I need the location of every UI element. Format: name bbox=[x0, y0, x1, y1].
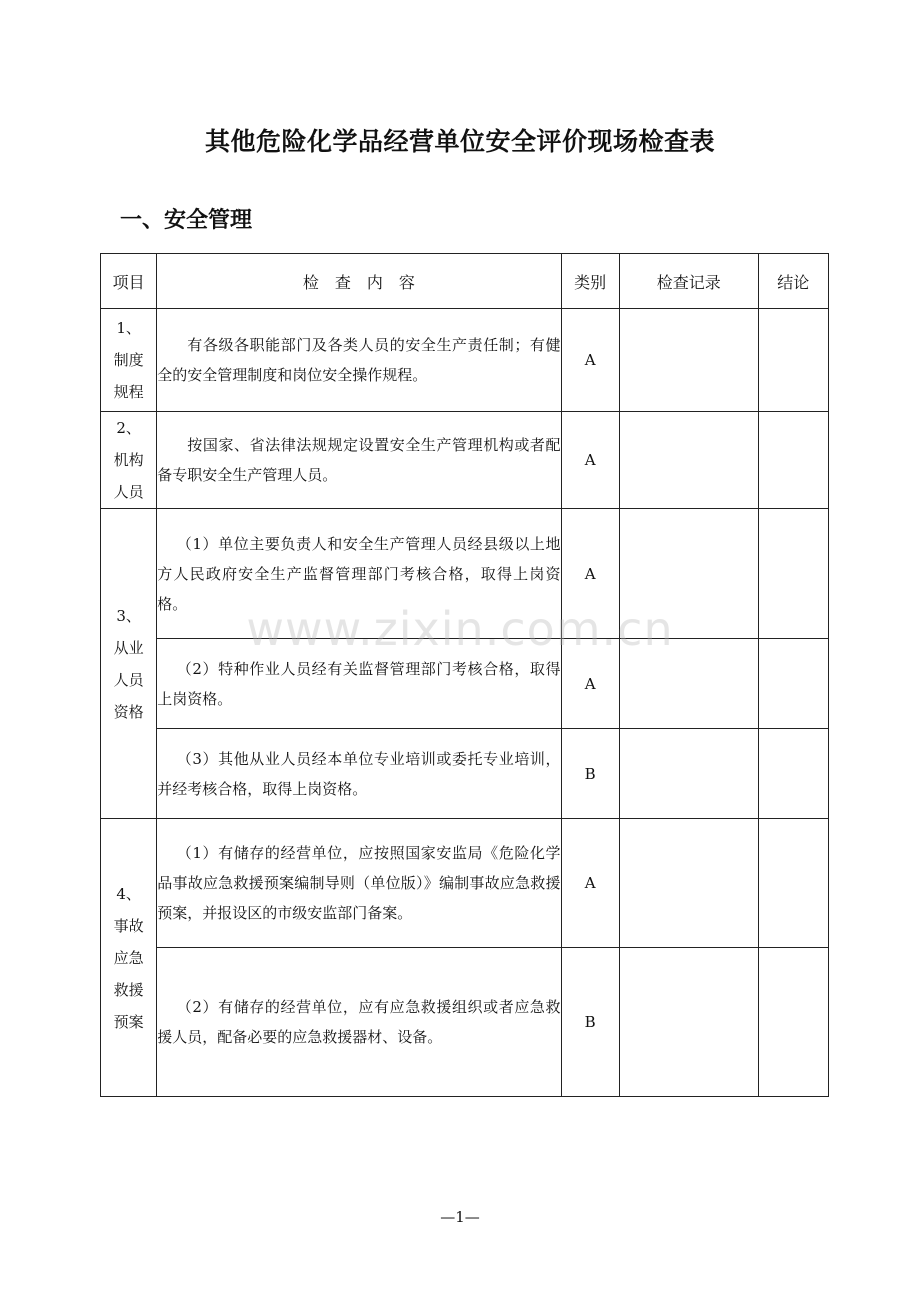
record-cell bbox=[619, 309, 758, 412]
item-label-line: 制度 bbox=[113, 351, 144, 369]
table-header-row bbox=[101, 254, 829, 309]
item-label-line: 人员 bbox=[113, 670, 144, 689]
content-cell bbox=[157, 412, 561, 509]
table-row bbox=[101, 509, 829, 639]
item-label-line: 事故 bbox=[113, 916, 144, 935]
content-text: 有各级各职能部门及各类人员的安全生产责任制；有健全的安全管理制度和岗位安全操作规程。 bbox=[157, 336, 561, 384]
category-cell: B bbox=[561, 948, 619, 1097]
section-heading: 一、安全管理 bbox=[120, 208, 253, 233]
header-category: 类别 bbox=[561, 254, 619, 309]
category-cell: A bbox=[561, 639, 619, 729]
content-cell bbox=[157, 309, 561, 412]
record-cell bbox=[619, 639, 758, 729]
item-cell bbox=[101, 309, 157, 412]
item-label-line: 从业 bbox=[113, 638, 144, 657]
content-cell bbox=[157, 729, 561, 819]
header-content: 检 查 内 容 bbox=[157, 254, 561, 309]
category-cell: A bbox=[561, 819, 619, 948]
table-row bbox=[101, 412, 829, 509]
document-title: 其他危险化学品经营单位安全评价现场检查表 bbox=[204, 127, 715, 156]
content-text: （1）单位主要负责人和安全生产管理人员经县级以上地方人民政府安全生产监督管理部门考核合格，取得上岗资格。 bbox=[157, 534, 561, 613]
item-cell bbox=[101, 509, 157, 819]
item-label-line: 人员 bbox=[113, 483, 144, 501]
result-cell bbox=[758, 509, 828, 639]
content-text: （3）其他从业人员经本单位专业培训或委托专业培训，并经考核合格，取得上岗资格。 bbox=[157, 749, 561, 798]
item-cell bbox=[101, 819, 157, 1097]
item-label-line: 1、 bbox=[116, 319, 141, 337]
item-label-line: 资格 bbox=[113, 702, 144, 721]
item-label-line: 机构 bbox=[113, 451, 144, 469]
record-cell bbox=[619, 948, 758, 1097]
table-row bbox=[101, 819, 829, 948]
record-cell bbox=[619, 729, 758, 819]
table-row bbox=[101, 309, 829, 412]
category-cell: A bbox=[561, 509, 619, 639]
content-text: （2）有储存的经营单位，应有应急救援组织或者应急救援人员，配备必要的应急救援器材、设备。 bbox=[157, 998, 561, 1046]
item-label-line: 救援 bbox=[113, 980, 144, 999]
item-label-line: 2、 bbox=[116, 419, 141, 437]
item-label-line: 4、 bbox=[116, 884, 141, 903]
header-result: 结论 bbox=[758, 254, 828, 309]
page-number: —1— bbox=[440, 1208, 480, 1226]
content-cell bbox=[157, 639, 561, 729]
content-cell bbox=[157, 948, 561, 1097]
item-label-line: 预案 bbox=[113, 1012, 144, 1031]
result-cell bbox=[758, 639, 828, 729]
content-text: 按国家、省法律法规规定设置安全生产管理机构或者配备专职安全生产管理人员。 bbox=[157, 436, 561, 484]
category-cell: B bbox=[561, 729, 619, 819]
record-cell bbox=[619, 819, 758, 948]
result-cell bbox=[758, 309, 828, 412]
content-text: （1）有储存的经营单位，应按照国家安监局《危险化学品事故应急救援预案编制导则（单位版）》编制事故应急救援预案，并报设区的市级安监部门备案。 bbox=[157, 844, 561, 922]
result-cell bbox=[758, 412, 828, 509]
header-item: 项目 bbox=[101, 254, 157, 309]
result-cell bbox=[758, 948, 828, 1097]
record-cell bbox=[619, 509, 758, 639]
header-record: 检查记录 bbox=[619, 254, 758, 309]
table-row bbox=[101, 948, 829, 1097]
item-label-line: 3、 bbox=[116, 606, 141, 625]
category-cell: A bbox=[561, 309, 619, 412]
content-cell bbox=[157, 509, 561, 639]
table-row bbox=[101, 639, 829, 729]
content-cell bbox=[157, 819, 561, 948]
item-label-line: 规程 bbox=[113, 383, 144, 401]
category-cell: A bbox=[561, 412, 619, 509]
result-cell bbox=[758, 819, 828, 948]
record-cell bbox=[619, 412, 758, 509]
watermark: www.zixin.com.cn bbox=[246, 602, 674, 656]
item-cell bbox=[101, 412, 157, 509]
table-row bbox=[101, 729, 829, 819]
item-label-line: 应急 bbox=[113, 948, 144, 967]
result-cell bbox=[758, 729, 828, 819]
inspection-table bbox=[100, 253, 829, 1097]
content-text: （2）特种作业人员经有关监督管理部门考核合格，取得上岗资格。 bbox=[157, 659, 561, 708]
